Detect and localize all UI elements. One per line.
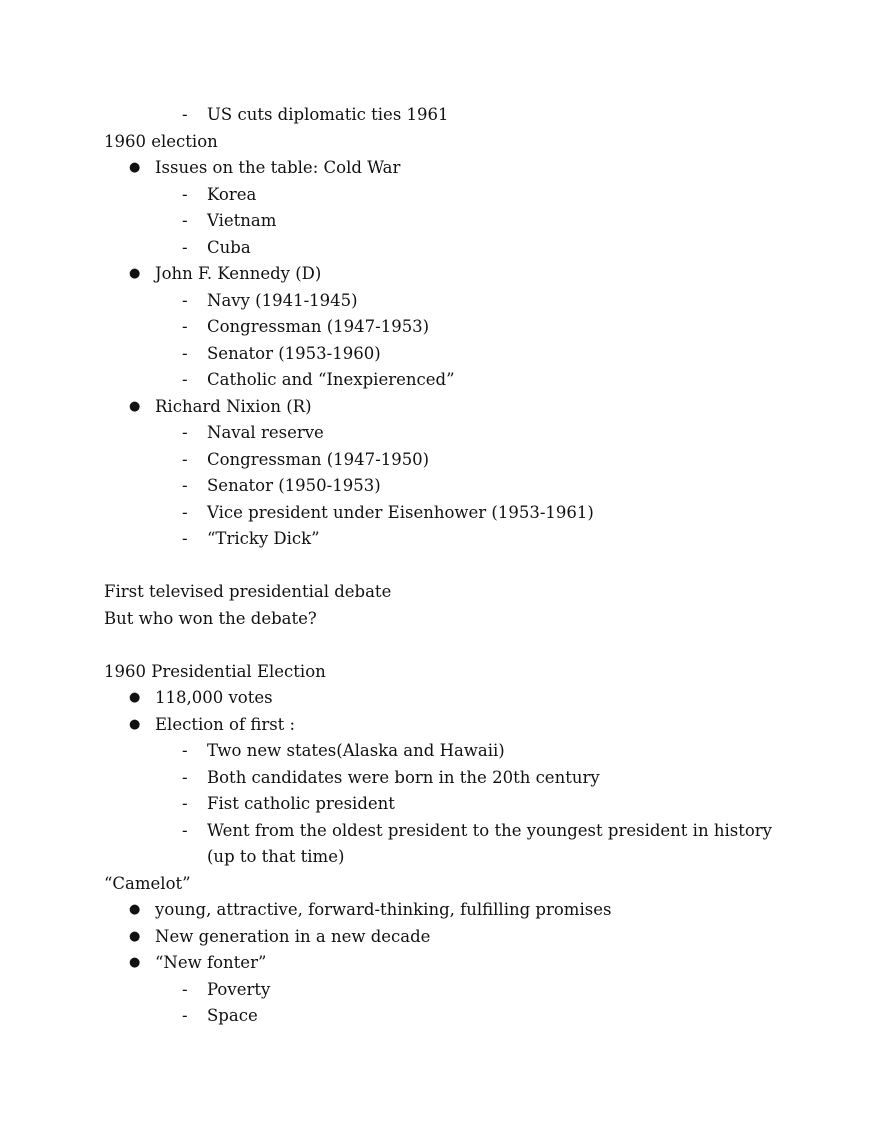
bullet-marker: ● [129, 928, 141, 944]
dash-marker: - [182, 370, 188, 389]
dash-item [104, 977, 784, 1004]
dash-marker: - [182, 1006, 188, 1025]
line-text: Vietnam [207, 211, 277, 230]
line-text: Cuba [207, 237, 251, 257]
bullet-marker: ● [129, 902, 141, 917]
dash-marker: - [182, 184, 188, 204]
line-text: Two new states(Alaska and Hawaii) [207, 741, 505, 760]
blank-line [104, 553, 784, 580]
bullet-item [104, 261, 784, 288]
line-text: “New fonter” [155, 953, 267, 972]
section-heading [104, 606, 784, 633]
dash-item [104, 367, 784, 394]
dash-item [104, 288, 784, 315]
line-text: Navy (1941-1945) [207, 290, 358, 310]
dash-item [104, 765, 784, 792]
line-text: 1960 Presidential Election [104, 661, 326, 681]
dash-item [104, 738, 784, 765]
dash-marker: - [182, 476, 188, 495]
line-text: “Camelot” [104, 873, 191, 893]
dash-marker: - [182, 529, 188, 548]
blank-line [104, 632, 784, 659]
bullet-marker: ● [129, 716, 141, 732]
bullet-item [104, 155, 784, 182]
dash-marker: - [182, 502, 188, 522]
dash-item [104, 526, 784, 553]
bullet-marker: ● [129, 955, 141, 970]
line-text: Poverty [207, 979, 271, 999]
bullet-marker: ● [129, 266, 141, 281]
line-text: US cuts diplomatic ties 1961 [207, 105, 449, 124]
dash-item [104, 235, 784, 262]
line-text: Senator (1953-1960) [207, 343, 381, 363]
dash-marker: - [182, 317, 188, 336]
dash-marker: - [182, 820, 188, 840]
dash-marker: - [182, 211, 188, 230]
bullet-item [104, 924, 784, 951]
line-text: “Tricky Dick” [207, 529, 320, 548]
line-text: Space [207, 1006, 258, 1025]
dash-item [104, 341, 784, 368]
line-text: Naval reserve [207, 423, 324, 442]
dash-marker: - [182, 343, 188, 363]
bullet-marker: ● [129, 160, 141, 175]
dash-marker: - [182, 979, 188, 999]
section-heading [104, 871, 784, 898]
line-text: Both candidates were born in the 20th century [207, 767, 600, 787]
line-text: Congressman (1947-1950) [207, 449, 430, 469]
dash-item [104, 818, 784, 871]
dash-item [104, 473, 784, 500]
line-text: Issues on the table: Cold War [155, 158, 401, 177]
line-text: Went from the oldest president to the youngest president in history (up to that time) [207, 820, 772, 866]
line-text: Richard Nixion (R) [155, 396, 312, 416]
bullet-marker: ● [129, 398, 141, 414]
line-text: But who won the debate? [104, 608, 317, 628]
bullet-item [104, 897, 784, 924]
section-heading [104, 659, 784, 686]
dash-item [104, 182, 784, 209]
line-text: Congressman (1947-1953) [207, 317, 430, 336]
bullet-marker: ● [129, 690, 141, 705]
dash-marker: - [182, 794, 188, 813]
line-text: John F. Kennedy (D) [155, 264, 322, 283]
dash-marker: - [182, 449, 188, 469]
line-text: young, attractive, forward-thinking, fulfilling promises [155, 900, 612, 919]
dash-item [104, 420, 784, 447]
dash-marker: - [182, 290, 188, 310]
line-text: Fist catholic president [207, 794, 395, 813]
line-text: Election of first : [155, 714, 296, 734]
dash-marker: - [182, 741, 188, 760]
dash-marker: - [182, 105, 188, 124]
bullet-item [104, 712, 784, 739]
dash-item [104, 208, 784, 235]
line-text: Senator (1950-1953) [207, 476, 381, 495]
notes-body [104, 102, 784, 1030]
dash-marker: - [182, 237, 188, 257]
bullet-item [104, 950, 784, 977]
bullet-item [104, 685, 784, 712]
line-text: New generation in a new decade [155, 926, 431, 946]
line-text: 118,000 votes [155, 688, 273, 707]
dash-marker: - [182, 767, 188, 787]
dash-item [104, 447, 784, 474]
dash-item [104, 791, 784, 818]
section-heading [104, 129, 784, 156]
dash-item [104, 500, 784, 527]
dash-item [104, 314, 784, 341]
dash-item [104, 102, 784, 129]
dash-item [104, 1003, 784, 1030]
section-heading [104, 579, 784, 606]
line-text: Korea [207, 184, 257, 204]
line-text: First televised presidential debate [104, 582, 392, 601]
line-text: Catholic and “Inexpierenced” [207, 370, 455, 389]
bullet-item [104, 394, 784, 421]
dash-marker: - [182, 423, 188, 442]
line-text: Vice president under Eisenhower (1953-1961) [207, 502, 594, 522]
line-text: 1960 election [104, 131, 218, 151]
